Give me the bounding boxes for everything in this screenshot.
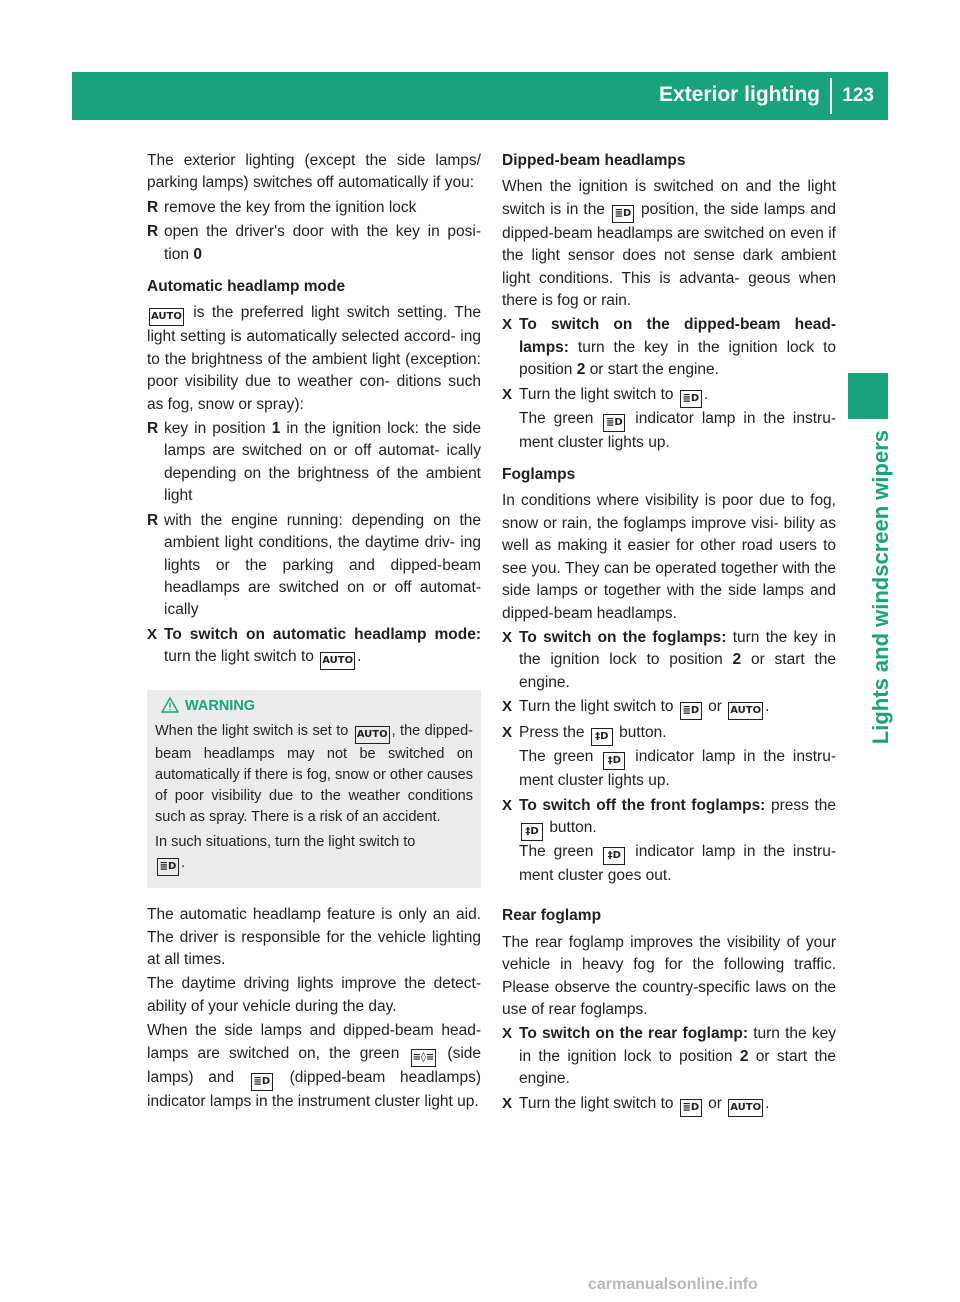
- paragraph: When the side lamps and dipped-beam head- lamps are switched on, the green ≡◊≡ (side lamps) and ≣D (dipped-beam headlamps) indicator lamps in the instrument cluster light up.: [147, 1022, 482, 1110]
- auto-icon: AUTO: [728, 1099, 763, 1117]
- bullet-icon: R: [147, 223, 159, 241]
- foglamp-icon: ‡D: [591, 728, 613, 746]
- step-marker-icon: X: [502, 698, 513, 716]
- section-heading: Foglamps: [502, 466, 576, 484]
- dipped-beam-icon: ≣D: [680, 702, 702, 720]
- instruction-step: X Turn the light switch to ≣D or AUTO .: [502, 696, 836, 720]
- bullet-icon: R: [147, 511, 159, 529]
- auto-icon: AUTO: [728, 702, 763, 720]
- header-divider: [830, 78, 832, 114]
- step-marker-icon: X: [502, 724, 513, 742]
- list-item: R key in position 1 in the ignition lock: the side lamps are switched on or off automat- ically depending on the brightness of the ambient light: [147, 420, 482, 505]
- instruction-step: X To switch on automatic headlamp mode: turn the light switch to AUTO .: [147, 624, 481, 670]
- left-column: [147, 150, 481, 1115]
- dipped-beam-icon: ≣D: [251, 1073, 273, 1091]
- warning-text: When the light switch is set to AUTO , the dipped-beam headlamps may not be switched on automatically if there is fog, snow or other causes of poor visibility due to the weather conditions such as spray. There is a risk of an accident.: [155, 723, 473, 826]
- header-bar: [72, 72, 888, 120]
- dipped-beam-icon: ≣D: [680, 390, 702, 408]
- paragraph: The rear foglamp improves the visibility of your vehicle in heavy fog for the following traffic. Please observe the country-specific laws on the use of rear foglamps.: [502, 933, 836, 1018]
- paragraph: In conditions where visibility is poor due to fog, snow or rain, the foglamps improve visi- bility as well as making it easier for other road users to see you. They can be operated together with the side lamps or together with the side lamps and dipped-beam headlamps.: [502, 492, 836, 622]
- warning-box: [147, 690, 481, 888]
- bullet-icon: R: [147, 420, 159, 438]
- section-title: Exterior lighting: [658, 83, 820, 106]
- dipped-beam-icon: ≣D: [680, 1099, 702, 1117]
- step-marker-icon: X: [502, 1025, 513, 1043]
- instruction-step: X To switch off the front foglamps: press the ‡D button. The green ‡D indicator lamp in the instru- ment cluster goes out.: [502, 796, 836, 884]
- instruction-step: X Turn the light switch to ≣D or AUTO .: [502, 1093, 836, 1117]
- side-lamps-icon: ≡◊≡: [411, 1049, 437, 1067]
- step-marker-icon: X: [502, 796, 513, 814]
- warning-triangle-icon: [161, 697, 179, 713]
- step-marker-icon: X: [502, 1094, 513, 1112]
- dipped-beam-icon: ≣D: [603, 414, 625, 432]
- auto-icon: AUTO: [149, 308, 184, 326]
- instruction-step: X Press the ‡D button. The green ‡D indicator lamp in the instru- ment cluster lights up.: [502, 724, 836, 790]
- auto-icon: AUTO: [320, 652, 355, 670]
- list-item: R remove the key from the ignition lock: [147, 197, 481, 219]
- paragraph: When the ignition is switched on and the light switch is in the ≣D position, the side lamps and dipped-beam headlamps are switched on even if the light sensor does not sense dark ambient light conditions. This is advanta- geous when there is fog or rain.: [502, 178, 836, 310]
- section-heading: Rear foglamp: [502, 907, 602, 925]
- chapter-tab: [848, 373, 888, 419]
- paragraph: The daytime driving lights improve the detect- ability of your vehicle during the day.: [147, 975, 481, 1015]
- foglamp-icon: ‡D: [603, 752, 625, 770]
- chapter-label-text: Lights and windscreen wipers: [868, 430, 893, 745]
- instruction-step: X To switch on the dipped-beam head- lamps: turn the key in the ignition lock to position 2 or start the engine.: [502, 316, 836, 379]
- instruction-step: X To switch on the rear foglamp: turn the key in the ignition lock to position 2 or start the engine.: [502, 1025, 836, 1088]
- chapter-label: [846, 430, 893, 930]
- list-item: R open the driver's door with the key in posi- tion 0: [147, 223, 481, 263]
- paragraph: The exterior lighting (except the side lamps/ parking lamps) switches off automatically if you:: [147, 152, 481, 192]
- watermark-footer: carmanualsonline.info: [588, 1276, 758, 1293]
- auto-icon: AUTO: [355, 726, 390, 744]
- step-marker-icon: X: [502, 385, 513, 403]
- step-marker-icon: X: [502, 316, 513, 334]
- dipped-beam-icon: ≣D: [612, 205, 634, 223]
- paragraph: AUTO is the preferred light switch setting. The light setting is automatically selected accord- ing to the brightness of the ambient light (exception: poor visibility due to weather con- ditions such as fog, snow or spray):: [147, 304, 481, 413]
- dipped-beam-icon: ≣D: [157, 858, 179, 876]
- foglamp-icon: ‡D: [603, 847, 625, 865]
- right-column: [502, 150, 836, 1119]
- step-marker-icon: X: [147, 625, 158, 643]
- list-item: R with the engine running: depending on the ambient light conditions, the daytime driv- ing lights or the parking and dipped-beam headlamps are switched on or off automat- ically: [147, 511, 481, 619]
- warning-heading: WARNING: [155, 696, 473, 717]
- warning-text: In such situations, turn the light switch to ≣D .: [155, 832, 473, 876]
- page-number: 123: [842, 85, 874, 106]
- step-marker-icon: X: [502, 628, 513, 646]
- foglamp-icon: ‡D: [521, 823, 543, 841]
- bullet-icon: R: [147, 198, 159, 216]
- instruction-step: X Turn the light switch to ≣D . The green ≣D indicator lamp in the instru- ment cluster lights up.: [502, 385, 836, 451]
- section-heading: Automatic headlamp mode: [147, 278, 346, 296]
- paragraph: The automatic headlamp feature is only an aid. The driver is responsible for the vehicle lighting at all times.: [147, 906, 481, 968]
- instruction-step: X To switch on the foglamps: turn the key in the ignition lock to position 2 or start the engine.: [502, 628, 837, 691]
- section-heading: Dipped-beam headlamps: [502, 152, 686, 169]
